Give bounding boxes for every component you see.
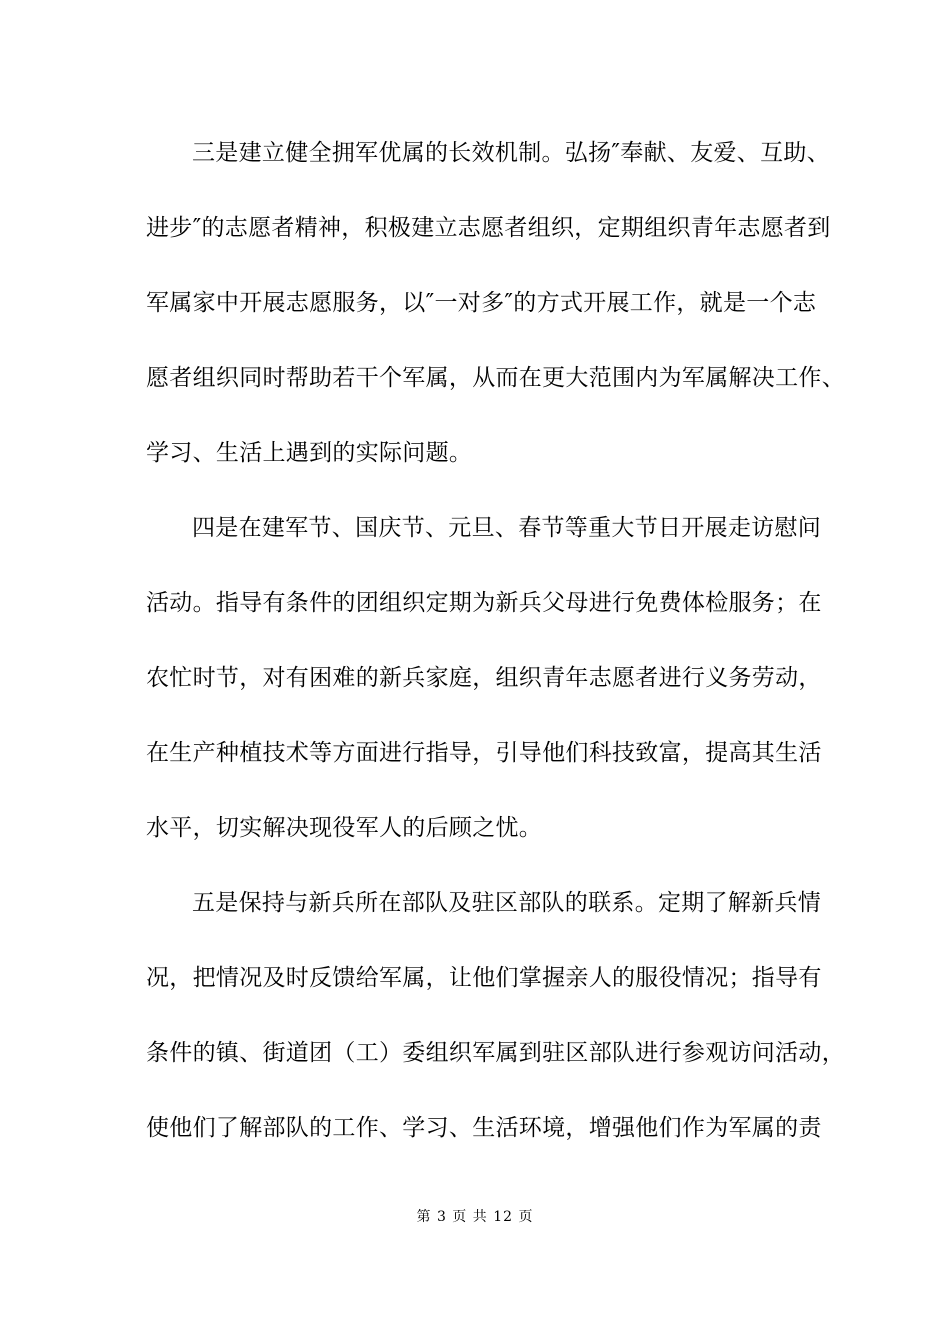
paragraph-1-line-2: 进步″的志愿者精神，积极建立志愿者组织，定期组织青年志愿者到 bbox=[146, 215, 831, 241]
paragraph-2-line-1: 四是在建军节、国庆节、元旦、春节等重大节日开展走访慰问 bbox=[192, 515, 822, 541]
paragraph-2-line-5: 水平，切实解决现役军人的后顾之忧。 bbox=[146, 815, 543, 841]
paragraph-2-line-2: 活动。指导有条件的团组织定期为新兵父母进行免费体检服务；在 bbox=[146, 590, 822, 616]
paragraph-2-line-3: 农忙时节，对有困难的新兵家庭，组织青年志愿者进行义务劳动， bbox=[146, 665, 822, 691]
paragraph-1-line-3: 军属家中开展志愿服务，以″一对多″的方式开展工作，就是一个志 bbox=[146, 290, 817, 316]
paragraph-1-line-1: 三是建立健全拥军优属的长效机制。弘扬″奉献、友爱、互助、 bbox=[192, 140, 830, 166]
page-footer: 第 3 页 共 12 页 bbox=[416, 1209, 534, 1225]
paragraph-3-line-1: 五是保持与新兵所在部队及驻区部队的联系。定期了解新兵情 bbox=[192, 890, 822, 916]
paragraph-3-line-3: 条件的镇、街道团（工）委组织军属到驻区部队进行参观访问活动， bbox=[146, 1040, 845, 1066]
paragraph-1-line-5: 学习、生活上遇到的实际问题。 bbox=[146, 440, 473, 466]
paragraph-1-line-4: 愿者组织同时帮助若干个军属，从而在更大范围内为军属解决工作、 bbox=[146, 365, 845, 391]
paragraph-3-line-4: 使他们了解部队的工作、学习、生活环境，增强他们作为军属的责 bbox=[146, 1115, 822, 1141]
paragraph-2-line-4: 在生产种植技术等方面进行指导，引导他们科技致富，提高其生活 bbox=[146, 740, 822, 766]
paragraph-3-line-2: 况，把情况及时反馈给军属，让他们掌握亲人的服役情况；指导有 bbox=[146, 965, 822, 991]
